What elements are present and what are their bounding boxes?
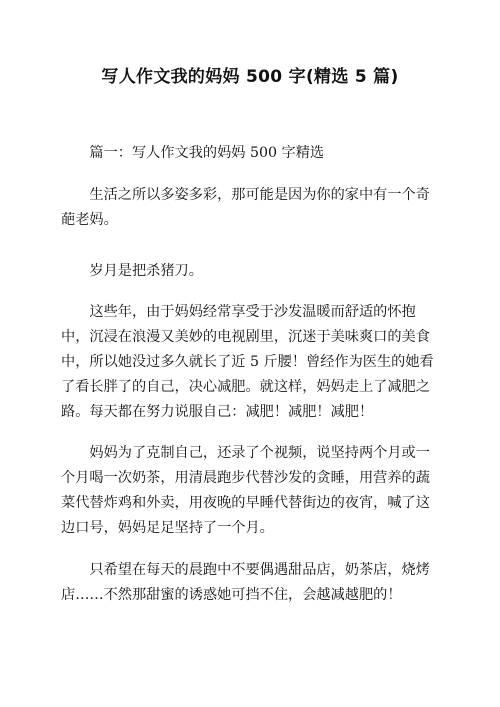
paragraph: 这些年，由于妈妈经常享受于沙发温暖而舒适的怀抱中，沉浸在浪漫又美妙的电视剧里，沉迷于美味爽口的美食中，所以她没过多久就长了近 5 斤腰！曾经作为医生的她看了看长胖了的自己，决心减肥。就这样，妈妈走上了减肥之路。每天都在努力说服自己：减肥！减肥！减肥！ — [61, 304, 434, 420]
paragraph: 妈妈为了克制自己，还录了个视频，说坚持两个月或一个月喝一次奶茶，用清晨跑步代替沙发的贪睡，用营养的蔬菜代替炸鸡和外卖，用夜晚的早睡代替街边的夜宵，喊了这边口号，妈妈足足坚持了一个月。 — [61, 445, 430, 536]
section-heading: 篇一：写人作文我的妈妈 500 字精选 — [89, 145, 325, 161]
paragraph: 岁月是把杀猪刀。 — [89, 263, 203, 279]
paragraph: 生活之所以多姿多彩，那可能是因为你的家中有一个奇葩老妈。 — [61, 187, 430, 228]
paragraph: 只希望在每天的晨跑中不要偶遇甜品店，奶茶店，烧烤店……不然那甜蜜的诱惑她可挡不住，会越减越肥的！ — [61, 562, 430, 603]
document-title: 写人作文我的妈妈 500 字(精选 5 篇) — [101, 67, 399, 87]
